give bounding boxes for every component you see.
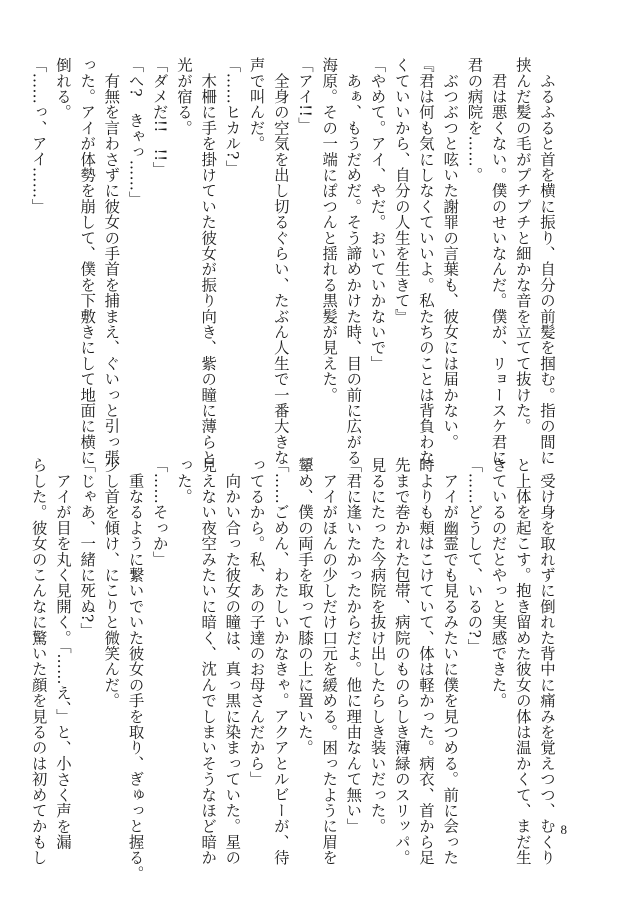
text-line: 『君は何も気にしなくていいよ。私たちのことは背負わな bbox=[416, 57, 435, 466]
text-line: 先まで巻かれた包帯、病院のものらしき薄緑のスリッパ。 bbox=[392, 457, 411, 866]
text-line: 「……ヒカル?」 bbox=[223, 57, 242, 176]
text-line: 見るにたった今病院を抜け出したらしき装いだった。 bbox=[368, 457, 387, 834]
text-line: 「ダメだ!! !!」 bbox=[150, 57, 169, 178]
text-line: ぶつぶつと呟いた謝罪の言葉も、彼女には届かない。 bbox=[441, 57, 460, 450]
text-line: 有無を言わさずに彼女の手首を捕まえ、ぐいっと引っ張 bbox=[102, 57, 121, 466]
text-line: 「じゃあ、一緒に死ぬ?」 bbox=[78, 457, 97, 639]
text-line: 君は悪くない。僕のせいなんだ。僕が、リョースケ君に bbox=[489, 57, 508, 466]
text-line: 海原。その一端にぽつんと揺れる黒髪が見えた。 bbox=[320, 57, 339, 403]
text-line: った。 bbox=[174, 457, 193, 505]
text-line: 顰め、僕の両手を取って膝の上に置いた。 bbox=[295, 457, 314, 756]
text-block-upper bbox=[27, 57, 559, 466]
text-line: くていいから、自分の人生を生きて』 bbox=[392, 57, 411, 324]
text-line: ふるふると首を横に振り、自分の前髪を掴む。指の間に bbox=[538, 57, 556, 466]
text-line: った。アイが体勢を崩して、僕を下敷きにして地面に横に bbox=[78, 57, 97, 466]
text-line: 「……っ、アイ……」 bbox=[29, 57, 48, 214]
text-line: 光が宿る。 bbox=[174, 57, 193, 136]
page-number: 8 bbox=[560, 822, 567, 837]
text-block-lower bbox=[27, 457, 559, 881]
text-line: 声で叫んだ。 bbox=[247, 57, 266, 152]
text-line: 木柵に手を掛けていた彼女が振り向き、紫の瞳に薄らと bbox=[199, 57, 218, 466]
text-line: きているのだとやっと実感できた。 bbox=[489, 457, 508, 709]
text-line: 「……そっか」 bbox=[150, 457, 169, 567]
text-line: と上体を起こす。抱き留めた彼女の体は温かくて、まだ生 bbox=[513, 457, 532, 866]
text-line: 受け身を取れずに倒れた背中に痛みを覚えつつ、むくり bbox=[538, 457, 556, 866]
text-line: 「君に逢いたかったからだよ。他に理由なんて無い」 bbox=[344, 457, 363, 834]
text-line: 君の病院を……。 bbox=[465, 57, 484, 183]
text-line: 「やめて。アイ、やだ。おいていかないで」 bbox=[368, 57, 387, 371]
text-line: 向かい合った彼女の瞳は、真っ黒に染まっていた。星の bbox=[223, 457, 242, 866]
text-line: 時よりも頬はこけていて、体は軽かった。病衣、首から足 bbox=[416, 457, 435, 866]
text-line: あぁ、もうだめだ。そう諦めかけた時、目の前に広がる bbox=[344, 57, 363, 466]
text-line: 倒れる。 bbox=[53, 57, 72, 120]
text-line: 「アイ!!」 bbox=[295, 57, 314, 133]
text-line: 「……ごめん、わたしいかなきゃ。アクアとルビーが、待 bbox=[271, 457, 290, 866]
text-line: アイがほんの少しだけ口元を緩める。困ったように眉を bbox=[320, 457, 339, 866]
text-line: 挟んだ髪の毛がプチプチと細かな音を立てて抜けた。 bbox=[513, 57, 532, 434]
text-line: 「へ? きゃっ……」 bbox=[126, 57, 145, 207]
text-line: 少し首を傾け、にこりと微笑んだ。 bbox=[102, 457, 121, 709]
text-line: 「……どうして、いるの?」 bbox=[465, 457, 484, 654]
text-line: らした。彼女のこんなに驚いた顔を見るのは初めてかもし bbox=[29, 457, 48, 866]
text-line: 見えない夜空みたいに暗く、沈んでしまいそうなほど暗か bbox=[199, 457, 218, 866]
text-line: 全身の空気を出し切るぐらい、たぶん人生で一番大きな bbox=[271, 57, 290, 466]
text-line: アイが幽霊でも見るみたいに僕を見つめる。前に会った bbox=[441, 457, 460, 866]
text-line: ってるから。私、あの子達のお母さんだから」 bbox=[247, 457, 266, 787]
text-line: 重なるように繋いでいた彼女の手を取り、ぎゅっと握る。 bbox=[126, 457, 145, 881]
text-line: アイが目を丸く見開く。「……え、」と、小さく声を漏 bbox=[53, 457, 72, 850]
